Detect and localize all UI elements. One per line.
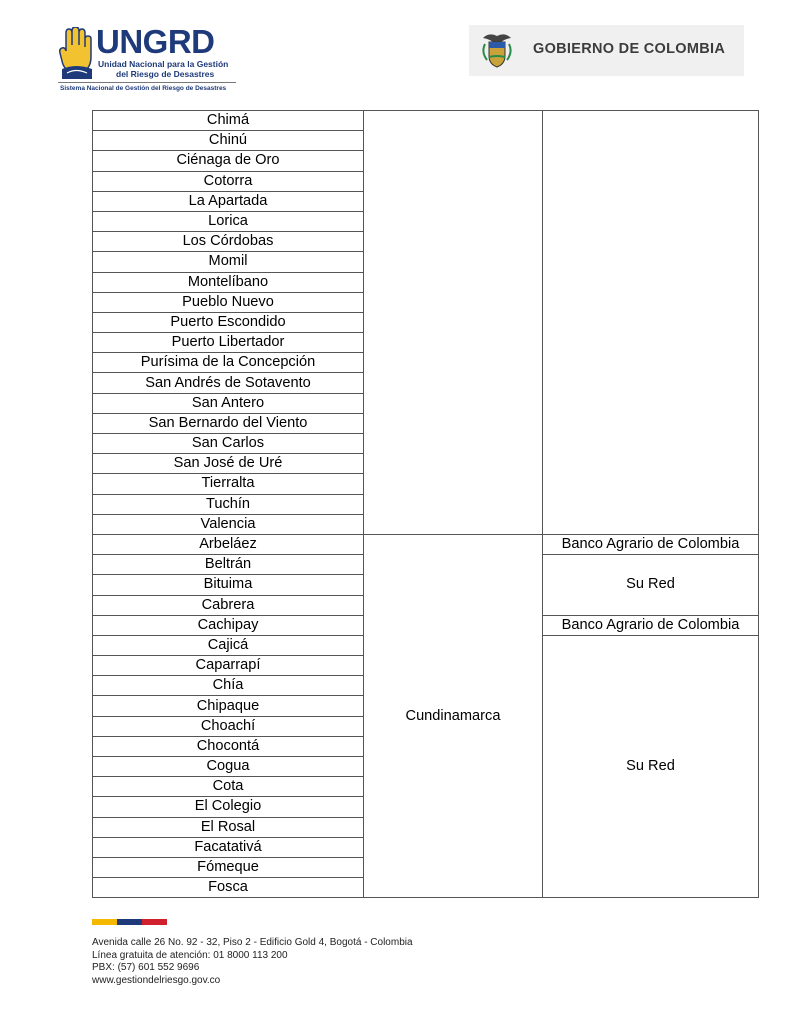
footer-pbx: PBX: (57) 601 552 9696 bbox=[92, 962, 200, 973]
municipality-cell: Puerto Libertador bbox=[93, 333, 364, 353]
table-body bbox=[93, 111, 759, 898]
municipality-cell: Choachí bbox=[93, 716, 364, 736]
municipality-cell: Los Córdobas bbox=[93, 232, 364, 252]
municipality-cell: Bituima bbox=[93, 575, 364, 595]
government-logo bbox=[469, 25, 744, 76]
municipality-cell: Tuchín bbox=[93, 494, 364, 514]
municipality-cell: Montelíbano bbox=[93, 272, 364, 292]
footer-color-bar bbox=[92, 919, 167, 925]
hand-icon bbox=[58, 27, 94, 79]
municipality-cell: San Antero bbox=[93, 393, 364, 413]
municipality-cell: Fosca bbox=[93, 878, 364, 898]
table-row bbox=[93, 111, 759, 131]
municipality-cell: Arbeláez bbox=[93, 534, 364, 554]
ungrd-acronym: UNGRD bbox=[96, 23, 215, 60]
department-cell: Cundinamarca bbox=[364, 534, 543, 897]
department-cell bbox=[364, 111, 543, 535]
municipality-cell: Chimá bbox=[93, 111, 364, 131]
ungrd-logo bbox=[58, 25, 243, 97]
footer-hotline: Línea gratuita de atención: 01 8000 113 200 bbox=[92, 949, 288, 961]
municipality-cell: Pueblo Nuevo bbox=[93, 292, 364, 312]
municipality-cell: Cachipay bbox=[93, 615, 364, 635]
municipality-cell: Cabrera bbox=[93, 595, 364, 615]
municipality-cell: La Apartada bbox=[93, 191, 364, 211]
footer-address: Avenida calle 26 No. 92 - 32, Piso 2 - Edificio Gold 4, Bogotá - Colombia bbox=[92, 937, 413, 948]
page-header bbox=[0, 0, 797, 100]
municipality-table bbox=[92, 110, 759, 898]
municipality-cell: Cotorra bbox=[93, 171, 364, 191]
municipality-cell: Facatativá bbox=[93, 837, 364, 857]
municipality-cell: San Carlos bbox=[93, 434, 364, 454]
municipality-cell: Cajicá bbox=[93, 635, 364, 655]
municipality-cell: Caparrapí bbox=[93, 656, 364, 676]
municipality-cell: Chocontá bbox=[93, 736, 364, 756]
municipality-cell: Purísima de la Concepción bbox=[93, 353, 364, 373]
footer-contact bbox=[92, 937, 413, 987]
coat-of-arms-icon bbox=[477, 30, 517, 70]
operator-cell bbox=[543, 111, 759, 535]
bar-segment-yellow bbox=[92, 919, 117, 925]
ungrd-name-line1: Unidad Nacional para la Gestión bbox=[98, 59, 229, 69]
table-row bbox=[93, 534, 759, 554]
operator-cell: Su Red bbox=[543, 555, 759, 616]
municipality-cell: Chipaque bbox=[93, 696, 364, 716]
municipality-cell: Beltrán bbox=[93, 555, 364, 575]
operator-cell: Banco Agrario de Colombia bbox=[543, 534, 759, 554]
municipality-cell: Chía bbox=[93, 676, 364, 696]
municipality-cell: Fómeque bbox=[93, 857, 364, 877]
ungrd-name-line2: del Riesgo de Desastres bbox=[116, 69, 215, 79]
municipality-cell: Puerto Escondido bbox=[93, 312, 364, 332]
municipality-cell: Cogua bbox=[93, 757, 364, 777]
government-label: GOBIERNO DE COLOMBIA bbox=[533, 41, 726, 57]
ungrd-system-name: Sistema Nacional de Gestión del Riesgo de Desastres bbox=[60, 85, 227, 92]
municipality-cell: El Colegio bbox=[93, 797, 364, 817]
municipality-cell: Momil bbox=[93, 252, 364, 272]
bar-segment-red bbox=[142, 919, 167, 925]
bar-segment-blue bbox=[117, 919, 142, 925]
municipality-cell: San Bernardo del Viento bbox=[93, 413, 364, 433]
footer-website: www.gestiondelriesgo.gov.co bbox=[92, 974, 221, 986]
municipality-cell: El Rosal bbox=[93, 817, 364, 837]
operator-cell: Banco Agrario de Colombia bbox=[543, 615, 759, 635]
municipality-cell: Ciénaga de Oro bbox=[93, 151, 364, 171]
municipality-cell: Chinú bbox=[93, 131, 364, 151]
municipality-cell: San Andrés de Sotavento bbox=[93, 373, 364, 393]
municipality-cell: Lorica bbox=[93, 211, 364, 231]
municipality-cell: Valencia bbox=[93, 514, 364, 534]
operator-cell: Su Red bbox=[543, 635, 759, 897]
municipality-cell: Tierralta bbox=[93, 474, 364, 494]
municipality-cell: Cota bbox=[93, 777, 364, 797]
municipality-cell: San José de Uré bbox=[93, 454, 364, 474]
logo-divider bbox=[58, 82, 236, 83]
